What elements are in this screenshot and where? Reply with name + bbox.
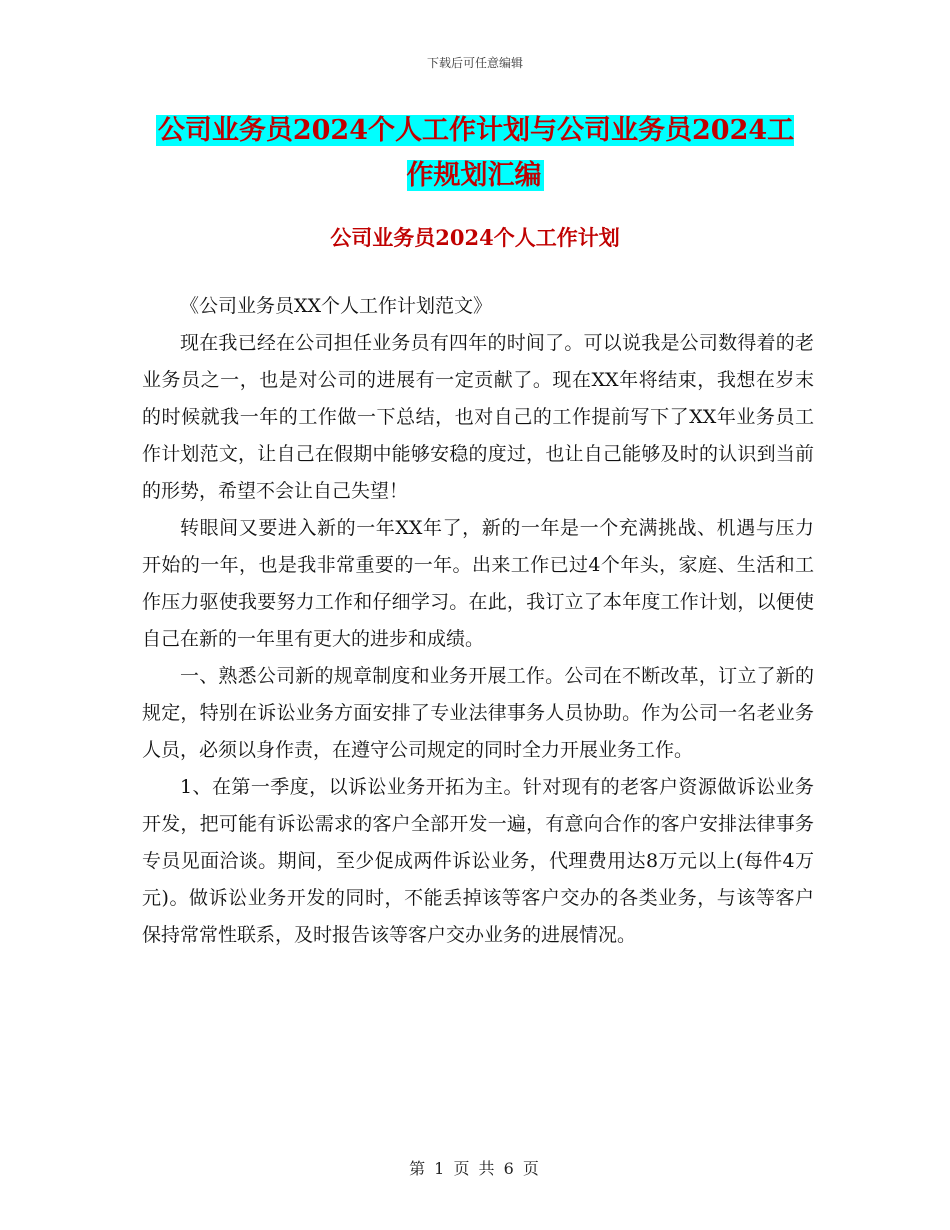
- paragraph-3: 转眼间又要进入新的一年XX年了，新的一年是一个充满挑战、机遇与压力开始的一年，也是我非常重要的一年。出来工作已过4个年头，家庭、生活和工作压力驱使我要努力工作和仔细学习。在此，我订立了本年度工作计划，以便使自己在新的一年里有更大的进步和成绩。: [142, 517, 814, 650]
- header-note: 下载后可任意编辑: [426, 56, 523, 70]
- paragraph-1: 《公司业务员XX个人工作计划范文》: [180, 295, 493, 317]
- paragraph-4: 一、熟悉公司新的规章制度和业务开展工作。公司在不断改革，订立了新的规定，特别在诉讼业务方面安排了专业法律事务人员协助。作为公司一名老业务人员，必须以身作责，在遵守公司规定的同时全力开展业务工作。: [142, 665, 814, 761]
- document-title-text: 公司业务员2024个人工作计划与公司业务员2024工作规划汇编: [157, 115, 795, 191]
- paragraph-2: 现在我已经在公司担任业务员有四年的时间了。可以说我是公司数得着的老业务员之一，也是对公司的进展有一定贡献了。现在XX年将结束，我想在岁末的时候就我一年的工作做一下总结，也对自己的工作提前写下了XX年业务员工作计划范文，让自己在假期中能够安稳的度过，也让自己能够及时的认识到当前的形势，希望不会让自己失望！: [142, 332, 814, 502]
- body-content: [142, 288, 814, 954]
- document-title: [150, 108, 800, 198]
- page-footer: 第 1 页 共 6 页: [409, 1159, 541, 1178]
- section-title: 公司业务员2024个人工作计划: [330, 225, 620, 250]
- paragraph-5: 1、在第一季度，以诉讼业务开拓为主。针对现有的老客户资源做诉讼业务开发，把可能有诉讼需求的客户全部开发一遍，有意向合作的客户安排法律事务专员见面洽谈。期间，至少促成两件诉讼业务，代理费用达8万元以上(每件4万元)。做诉讼业务开发的同时，不能丢掉该等客户交办的各类业务，与该等客户保持常常性联系，及时报告该等客户交办业务的进展情况。: [142, 776, 814, 946]
